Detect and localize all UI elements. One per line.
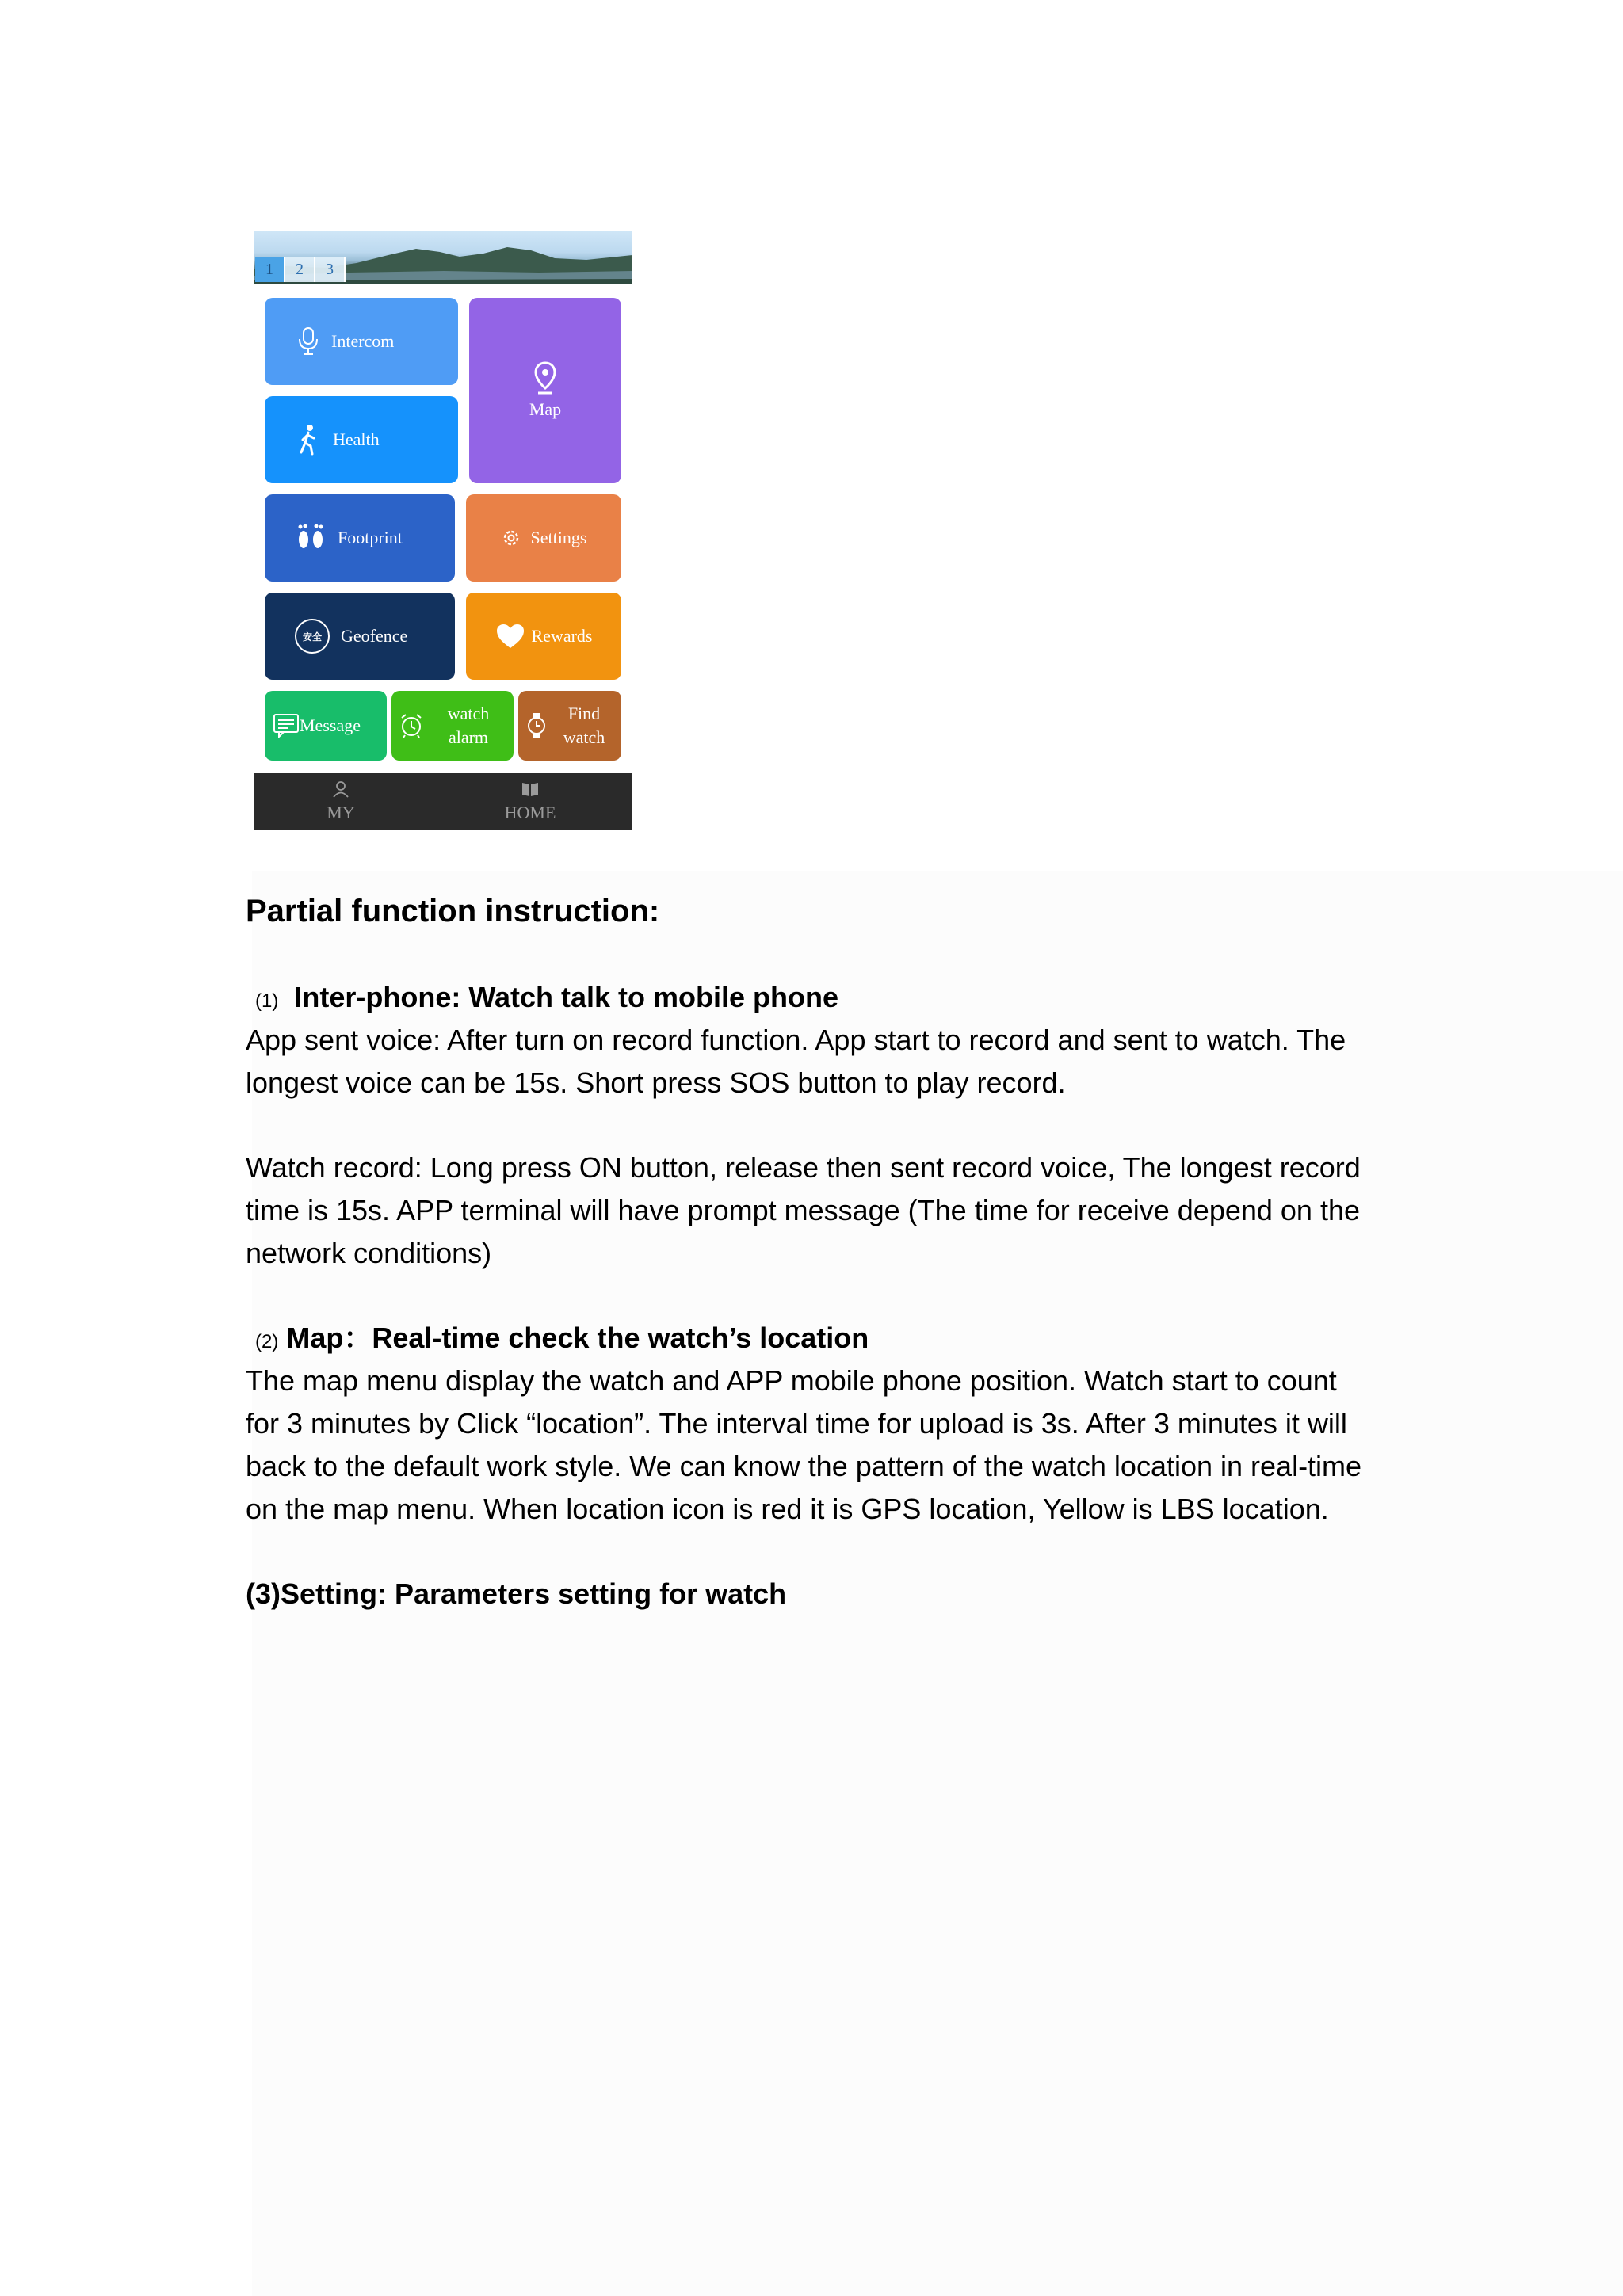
watch-alarm-tile[interactable] [391, 691, 514, 761]
tab-my[interactable] [254, 773, 428, 830]
pager-dot-1[interactable]: 1 [255, 257, 285, 282]
message-label: Message [300, 715, 361, 735]
find-watch-label [547, 702, 621, 749]
subheading-1-title: Inter-phone: Watch talk to mobile phone [294, 981, 839, 1013]
banner-pager [255, 257, 346, 282]
alarm-clock-icon [399, 712, 423, 739]
tab-my-label: MY [327, 803, 355, 822]
footprint-label: Footprint [338, 528, 403, 547]
intercom-label: Intercom [331, 331, 395, 351]
book-icon [521, 780, 540, 803]
geofence-tile[interactable] [265, 593, 455, 680]
message-tile[interactable] [265, 691, 387, 761]
tab-home[interactable] [428, 773, 632, 830]
paragraph-1-line-1: App sent voice: After turn on record function. App start to record and sent to watch. The [246, 1024, 1346, 1056]
bottom-tab-bar [254, 773, 632, 830]
pager-dot-2[interactable]: 2 [285, 257, 315, 282]
find-watch-tile[interactable] [518, 691, 621, 761]
paragraph-3-line-4: on the map menu. When location icon is red it is GPS location, Yellow is LBS location. [246, 1493, 1329, 1525]
person-icon [332, 780, 349, 803]
watch-alarm-line-1: watch [447, 704, 490, 723]
pager-dot-3[interactable]: 3 [315, 257, 346, 282]
safety-badge-icon [295, 619, 330, 654]
settings-tile[interactable] [466, 494, 621, 582]
microphone-icon [296, 326, 320, 357]
paragraph-2-line-1: Watch record: Long press ON button, release then sent record voice, The longest record [246, 1151, 1361, 1184]
subheading-3: (3)Setting: Parameters setting for watch [246, 1577, 787, 1610]
paragraph-1-line-2: longest voice can be 15s. Short press SOS button to play record. [246, 1066, 1066, 1099]
geofence-label: Geofence [341, 626, 408, 646]
watch-icon [526, 711, 547, 740]
subheading-2 [246, 1317, 869, 1363]
health-label: Health [333, 429, 380, 449]
paragraph-2-line-3: network conditions) [246, 1237, 492, 1269]
health-tile[interactable] [265, 396, 458, 483]
subheading-1-number: (1) [255, 990, 279, 1012]
rewards-tile[interactable] [466, 593, 621, 680]
running-person-icon [296, 424, 320, 456]
map-tile[interactable] [469, 298, 621, 483]
subheading-1 [246, 976, 838, 1023]
find-watch-line-1: Find [567, 704, 601, 723]
paragraph-3-line-1: The map menu display the watch and APP mobile phone position. Watch start to count [246, 1364, 1337, 1397]
heart-icon [495, 623, 525, 650]
tab-home-label: HOME [504, 803, 556, 822]
gear-icon [501, 528, 521, 548]
watch-alarm-label [423, 702, 514, 749]
paragraph-2-line-2: time is 15s. APP terminal will have prompt message (The time for receive depend on the [246, 1194, 1361, 1226]
banner-carousel[interactable] [254, 231, 632, 284]
subheading-2-number: (2) [255, 1331, 279, 1352]
subheading-2-title: Map：Real-time check the watch’s location [286, 1322, 869, 1354]
section-heading: Partial function instruction: [246, 894, 660, 929]
paragraph-3-line-2: for 3 minutes by Click “location”. The interval time for upload is 3s. After 3 minutes it will [246, 1407, 1347, 1440]
intercom-tile[interactable] [265, 298, 458, 385]
watch-alarm-line-2: alarm [448, 727, 489, 747]
message-bubble-icon [273, 713, 300, 738]
map-label: Map [529, 399, 562, 419]
safety-badge-text: 安全 [302, 631, 322, 643]
rewards-label: Rewards [531, 626, 593, 646]
footprints-icon [295, 522, 327, 554]
app-screenshot [254, 231, 632, 830]
settings-label: Settings [530, 528, 587, 547]
paragraph-3-line-3: back to the default work style. We can know the pattern of the watch location in real-time [246, 1450, 1362, 1482]
location-pin-icon [533, 361, 557, 395]
footprint-tile[interactable] [265, 494, 455, 582]
find-watch-line-2: watch [563, 727, 605, 747]
